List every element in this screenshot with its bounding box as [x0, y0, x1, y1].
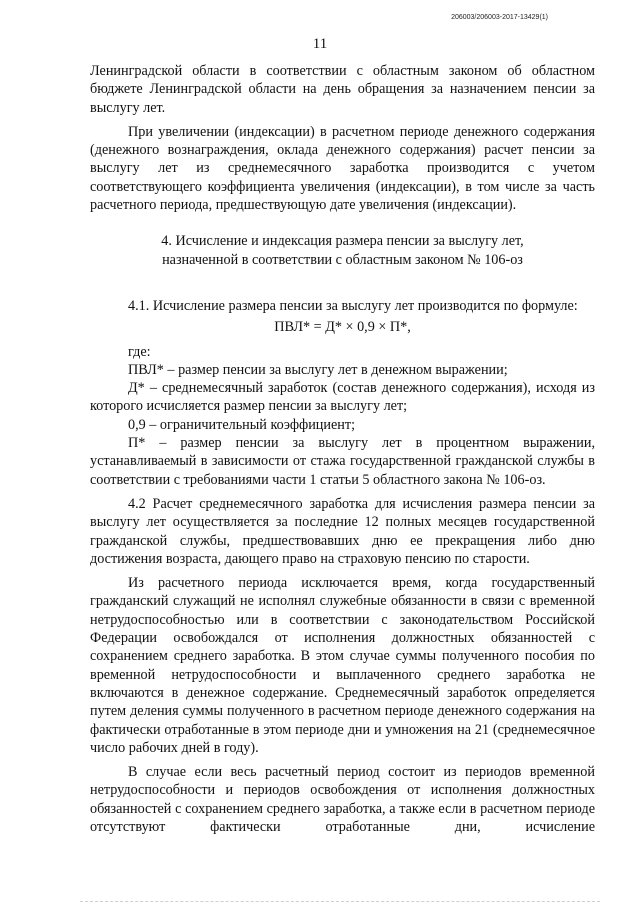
page-number: 11 [312, 36, 328, 52]
section-heading-line-2: назначенной в соответствии с областным законом № 106-оз [162, 251, 523, 268]
definition-coefficient: 0,9 – ограничительный коэффициент; [128, 416, 356, 433]
paragraph-4-1: 4.1. Исчисление размера пенсии за выслугу лет производится по формуле: [128, 297, 578, 314]
paragraph-exclusion: Из расчетного периода исключается время, когда государственный гражданский служащий не исполнял служебные обязанности в связи с временной нетрудоспособностью или в соответствии с законодательством Российской Федерации освобождался от исполнения должностных обязанностей с сохранением среднего заработка. В этом случае суммы полученного пособия по временной нетрудоспособности и выплаченного среднего заработка не включаются в денежное содержание. Среднемесячный заработок определяется путем деления суммы полученного в расчетном периоде денежного содержания на фактически отработанные в этом периоде дни и умножения на 21 (среднемесячное число рабочих дней в году). [90, 575, 595, 756]
section-heading-line-1: 4. Исчисление и индексация размера пенсии за выслугу лет, [161, 233, 524, 250]
pension-formula: ПВЛ* = Д* × 0,9 × П*, [274, 319, 411, 336]
paragraph-4-2: 4.2 Расчет среднемесячного заработка для исчисления размера пенсии за выслугу лет осуществляется за последние 12 полных месяцев государственной гражданской службы, предшествовавших дню ее прекращения либо дню достижения возраста, дающего право на страховую пенсию по старости. [90, 495, 595, 567]
paragraph-continuation: Ленинградской области в соответствии с областным законом об областном бюджете Ленинградской области на день обращения за назначением пенсии за выслугу лет. [90, 63, 595, 116]
document-id: 206003/206003-2017-13429(1) [451, 14, 548, 21]
definition-d: Д* – среднемесячный заработок (состав денежного содержания), исходя из которого исчисляется размер пенсии за выслугу лет; [90, 380, 595, 415]
paragraph-last: В случае если весь расчетный период состоит из периодов временной нетрудоспособности и периодов освобождения от исполнения должностных обязанностей с сохранением среднего заработка, а также если в расчетном периоде отсутствуют фактически отработанные дни, исчисление [90, 764, 595, 835]
section-heading [90, 232, 595, 269]
definition-p: П* – размер пенсии за выслугу лет в процентном выражении, устанавливаемый в зависимости от стажа государственной гражданской службы в соответствии с требованиями части 1 статьи 5 областного закона № 106-оз. [90, 435, 595, 488]
where-label: где: [128, 343, 151, 360]
paragraph-indexation: При увеличении (индексации) в расчетном периоде денежного содержания (денежного вознаграждения, оклада денежного содержания) расчет пенсии за выслугу лет из среднемесячного заработка производится с учетом соответствующего коэффициента увеличения (индексации), в том числе за часть расчетного периода, предшествующую дате увеличения (индексации). [90, 123, 595, 214]
page-bottom-edge [80, 901, 600, 902]
document-body [90, 62, 595, 836]
definition-pvl: ПВЛ* – размер пенсии за выслугу лет в денежном выражении; [128, 361, 508, 378]
